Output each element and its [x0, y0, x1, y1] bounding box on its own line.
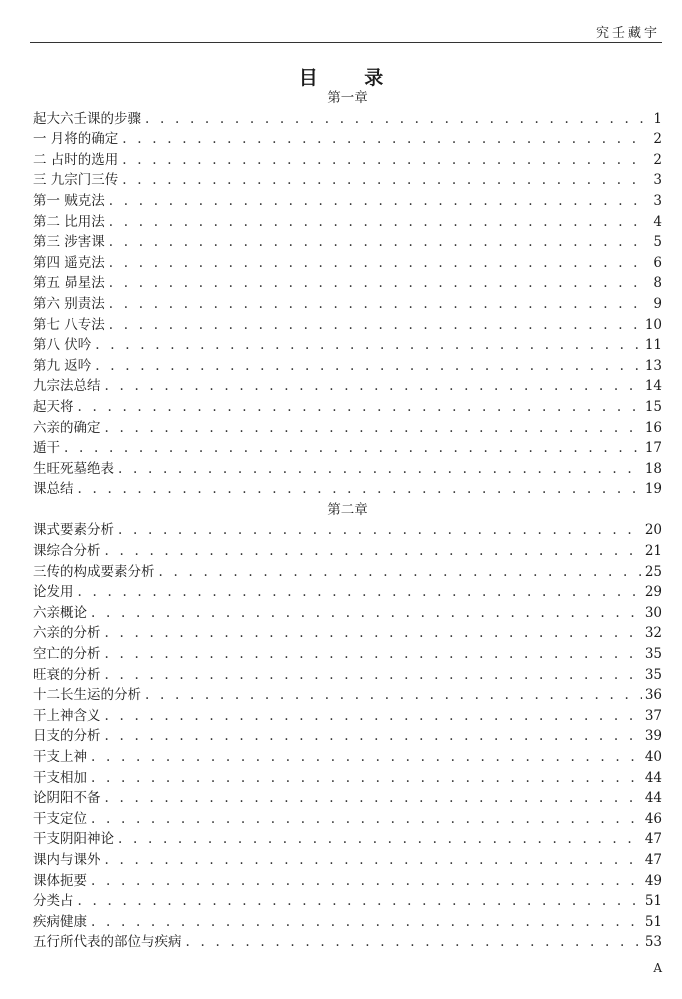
toc-entry[interactable]: [33, 335, 662, 356]
toc-entry[interactable]: [33, 665, 662, 686]
toc-entry-page: 47: [644, 851, 662, 868]
toc-entry[interactable]: [33, 541, 662, 562]
toc-entry-title: 六亲的确定: [33, 419, 101, 436]
toc-entry-page: 5: [653, 234, 662, 251]
toc-entry[interactable]: [33, 603, 662, 624]
toc-entry[interactable]: [33, 170, 662, 191]
toc-entry[interactable]: [33, 315, 662, 336]
toc-entry[interactable]: [33, 932, 662, 953]
toc-entry[interactable]: [33, 891, 662, 912]
toc-entry-page: 25: [644, 563, 662, 580]
toc-entry-title: 起天将: [33, 398, 74, 415]
dot-leader: [109, 315, 642, 336]
toc-entry[interactable]: [33, 912, 662, 933]
toc-entry-page: 18: [644, 460, 662, 477]
toc-entry-title: 课式要素分析: [33, 522, 114, 539]
toc-entry[interactable]: [33, 829, 662, 850]
dot-leader: [159, 562, 642, 583]
dot-leader: [118, 829, 642, 850]
page-title: 目 录: [298, 67, 404, 89]
toc-entry[interactable]: [33, 706, 662, 727]
toc-entry-page: 51: [644, 913, 662, 930]
toc-entry-page: 17: [644, 440, 662, 457]
toc-entry-page: 39: [644, 728, 662, 745]
toc-entry-title: 干支定位: [33, 810, 87, 827]
toc-entry-title: 空亡的分析: [33, 646, 101, 663]
toc-entry[interactable]: [33, 109, 662, 130]
toc-entry-title: 干支上神: [33, 749, 87, 765]
toc-entry-page: 13: [644, 357, 662, 374]
dot-leader: [78, 582, 642, 603]
toc-entry[interactable]: [33, 562, 662, 583]
chapter-heading: 第一章: [327, 90, 368, 106]
toc-entry-title: 第三 涉害课: [33, 234, 105, 251]
toc-entry[interactable]: [33, 459, 662, 480]
dot-leader: [118, 459, 642, 480]
toc-entry[interactable]: [33, 438, 662, 459]
header-divider: [30, 42, 662, 43]
toc-entry[interactable]: [33, 376, 662, 397]
dot-leader: [105, 850, 642, 871]
toc-entry-title: 十二长生运的分析: [33, 687, 141, 704]
toc-entry[interactable]: [33, 294, 662, 315]
toc-entry-title: 第六 别责法: [33, 295, 105, 312]
toc-entry[interactable]: [33, 871, 662, 892]
toc-entry-title: 五行所代表的部位与疾病: [33, 934, 182, 951]
dot-leader: [91, 871, 642, 892]
dot-leader: [78, 397, 642, 418]
dot-leader: [91, 603, 642, 624]
toc-entry-page: 1: [653, 110, 662, 127]
dot-leader: [91, 747, 642, 768]
toc-entry-page: 20: [644, 522, 662, 539]
toc-entry-page: 9: [653, 295, 662, 312]
toc-entry-page: 29: [644, 584, 662, 601]
toc-entry[interactable]: [33, 479, 662, 500]
toc-entry-title: 课总结: [33, 481, 74, 498]
toc-entry-page: 2: [653, 151, 662, 168]
toc-entry[interactable]: [33, 582, 662, 603]
toc-entry-title: 干上神含义: [33, 707, 101, 724]
toc-entry-title: 论阴阳不备: [33, 790, 101, 807]
toc-entry-page: 46: [644, 810, 662, 827]
table-of-contents: [33, 88, 662, 953]
toc-entry-page: 11: [644, 337, 662, 354]
dot-leader: [95, 356, 642, 377]
toc-entry-page: 14: [644, 378, 662, 395]
toc-entry-title: 三 九宗门三传: [33, 172, 119, 189]
toc-entry-title: 第五 昴星法: [33, 275, 105, 292]
toc-entry[interactable]: [33, 356, 662, 377]
toc-entry[interactable]: [33, 726, 662, 747]
toc-entry-page: 35: [644, 666, 662, 683]
toc-entry-page: 44: [644, 769, 662, 786]
dot-leader: [91, 768, 642, 789]
toc-entry-page: 35: [644, 646, 662, 663]
dot-leader: [186, 932, 642, 953]
dot-leader: [91, 809, 642, 830]
toc-entry-title: 生旺死墓绝表: [33, 460, 114, 477]
dot-leader: [145, 109, 645, 130]
toc-entry[interactable]: [33, 809, 662, 830]
toc-entry-title: 六亲概论: [33, 604, 87, 621]
dot-leader: [95, 335, 642, 356]
toc-entry-page: 8: [653, 275, 662, 292]
toc-entry[interactable]: [33, 747, 662, 768]
toc-entry[interactable]: [33, 397, 662, 418]
toc-entry[interactable]: [33, 768, 662, 789]
toc-entry-title: 课体扼要: [33, 872, 87, 889]
toc-entry-title: 九宗法总结: [33, 378, 101, 395]
toc-entry-page: 10: [644, 316, 662, 333]
toc-entry[interactable]: [33, 191, 662, 212]
toc-entry-title: 第七 八专法: [33, 316, 105, 333]
dot-leader: [64, 438, 642, 459]
toc-entry-title: 论发用: [33, 584, 74, 601]
toc-entry-title: 干支相加: [33, 769, 87, 786]
header-logo: 究壬藏宇: [595, 26, 660, 41]
toc-entry[interactable]: [33, 623, 662, 644]
toc-entry-title: 第一 贼克法: [33, 192, 105, 209]
dot-leader: [91, 912, 642, 933]
chapter-heading: 第二章: [327, 501, 368, 518]
toc-entry-title: 旺衰的分析: [33, 666, 101, 683]
toc-entry-page: 51: [644, 893, 662, 910]
toc-entry[interactable]: [33, 212, 662, 233]
footer-page-mark: A: [653, 961, 662, 975]
toc-entry-page: 53: [644, 934, 662, 951]
toc-entry-title: 课综合分析: [33, 543, 101, 560]
dot-leader: [122, 129, 645, 150]
toc-entry-title: 第四 遥克法: [33, 254, 105, 271]
toc-entry-page: 16: [644, 419, 662, 436]
toc-entry[interactable]: [33, 273, 662, 294]
toc-entry[interactable]: [33, 520, 662, 541]
toc-entry[interactable]: [33, 644, 662, 665]
dot-leader: [109, 273, 645, 294]
toc-entry-title: 二 占时的选用: [33, 151, 119, 168]
dot-leader: [122, 170, 645, 191]
toc-entry[interactable]: [33, 788, 662, 809]
toc-entry-title: 三传的构成要素分析: [33, 563, 155, 580]
toc-entry-page: 3: [653, 172, 662, 189]
toc-entry-title: 疾病健康: [33, 913, 87, 930]
dot-leader: [105, 706, 642, 727]
dot-leader: [109, 253, 645, 274]
toc-entry-title: 起大六壬课的步骤: [33, 110, 141, 127]
toc-entry-page: 44: [644, 790, 662, 807]
dot-leader: [105, 788, 642, 809]
dot-leader: [109, 294, 645, 315]
toc-entry-title: 一 月将的确定: [33, 131, 119, 148]
toc-entry-page: 3: [653, 192, 662, 209]
toc-entry[interactable]: [33, 232, 662, 253]
toc-entry[interactable]: [33, 850, 662, 871]
toc-entry-title: 干支阴阳神论: [33, 831, 114, 848]
toc-entry-page: 47: [644, 831, 662, 848]
toc-entry-page: 36: [644, 687, 662, 704]
toc-entry-page: 21: [644, 543, 662, 560]
toc-entry-page: 19: [644, 481, 662, 498]
dot-leader: [105, 726, 642, 747]
dot-leader: [105, 623, 642, 644]
toc-entry-title: 遁干: [33, 440, 60, 457]
dot-leader: [109, 212, 645, 233]
dot-leader: [105, 541, 642, 562]
toc-entry-title: 日支的分析: [33, 728, 101, 745]
toc-entry-page: 4: [653, 213, 662, 230]
toc-entry-page: 37: [644, 707, 662, 724]
toc-entry[interactable]: [33, 253, 662, 274]
toc-entry-page: 6: [653, 254, 662, 271]
toc-entry-title: 第八 伏吟: [33, 337, 92, 354]
dot-leader: [105, 376, 642, 397]
toc-entry-title: 第二 比用法: [33, 213, 105, 230]
toc-entry[interactable]: [33, 685, 662, 706]
dot-leader: [109, 232, 645, 253]
toc-entry-title: 分类占: [33, 893, 74, 910]
dot-leader: [105, 644, 642, 665]
toc-entry[interactable]: [33, 129, 662, 150]
dot-leader: [145, 685, 642, 706]
toc-entry-page: 32: [644, 625, 662, 642]
dot-leader: [78, 479, 642, 500]
toc-entry-page: 30: [644, 604, 662, 621]
toc-entry-title: 第九 返吟: [33, 357, 92, 374]
toc-entry-page: 2: [653, 131, 662, 148]
toc-entry-page: 40: [644, 749, 662, 765]
dot-leader: [105, 665, 642, 686]
toc-entry[interactable]: [33, 150, 662, 171]
toc-entry-title: 课内与课外: [33, 851, 101, 868]
dot-leader: [78, 891, 642, 912]
dot-leader: [105, 418, 642, 439]
dot-leader: [109, 191, 645, 212]
toc-entry-title: 六亲的分析: [33, 625, 101, 642]
toc-entry[interactable]: [33, 418, 662, 439]
toc-entry-page: 49: [644, 872, 662, 889]
dot-leader: [122, 150, 645, 171]
dot-leader: [118, 520, 642, 541]
toc-entry-page: 15: [644, 398, 662, 415]
